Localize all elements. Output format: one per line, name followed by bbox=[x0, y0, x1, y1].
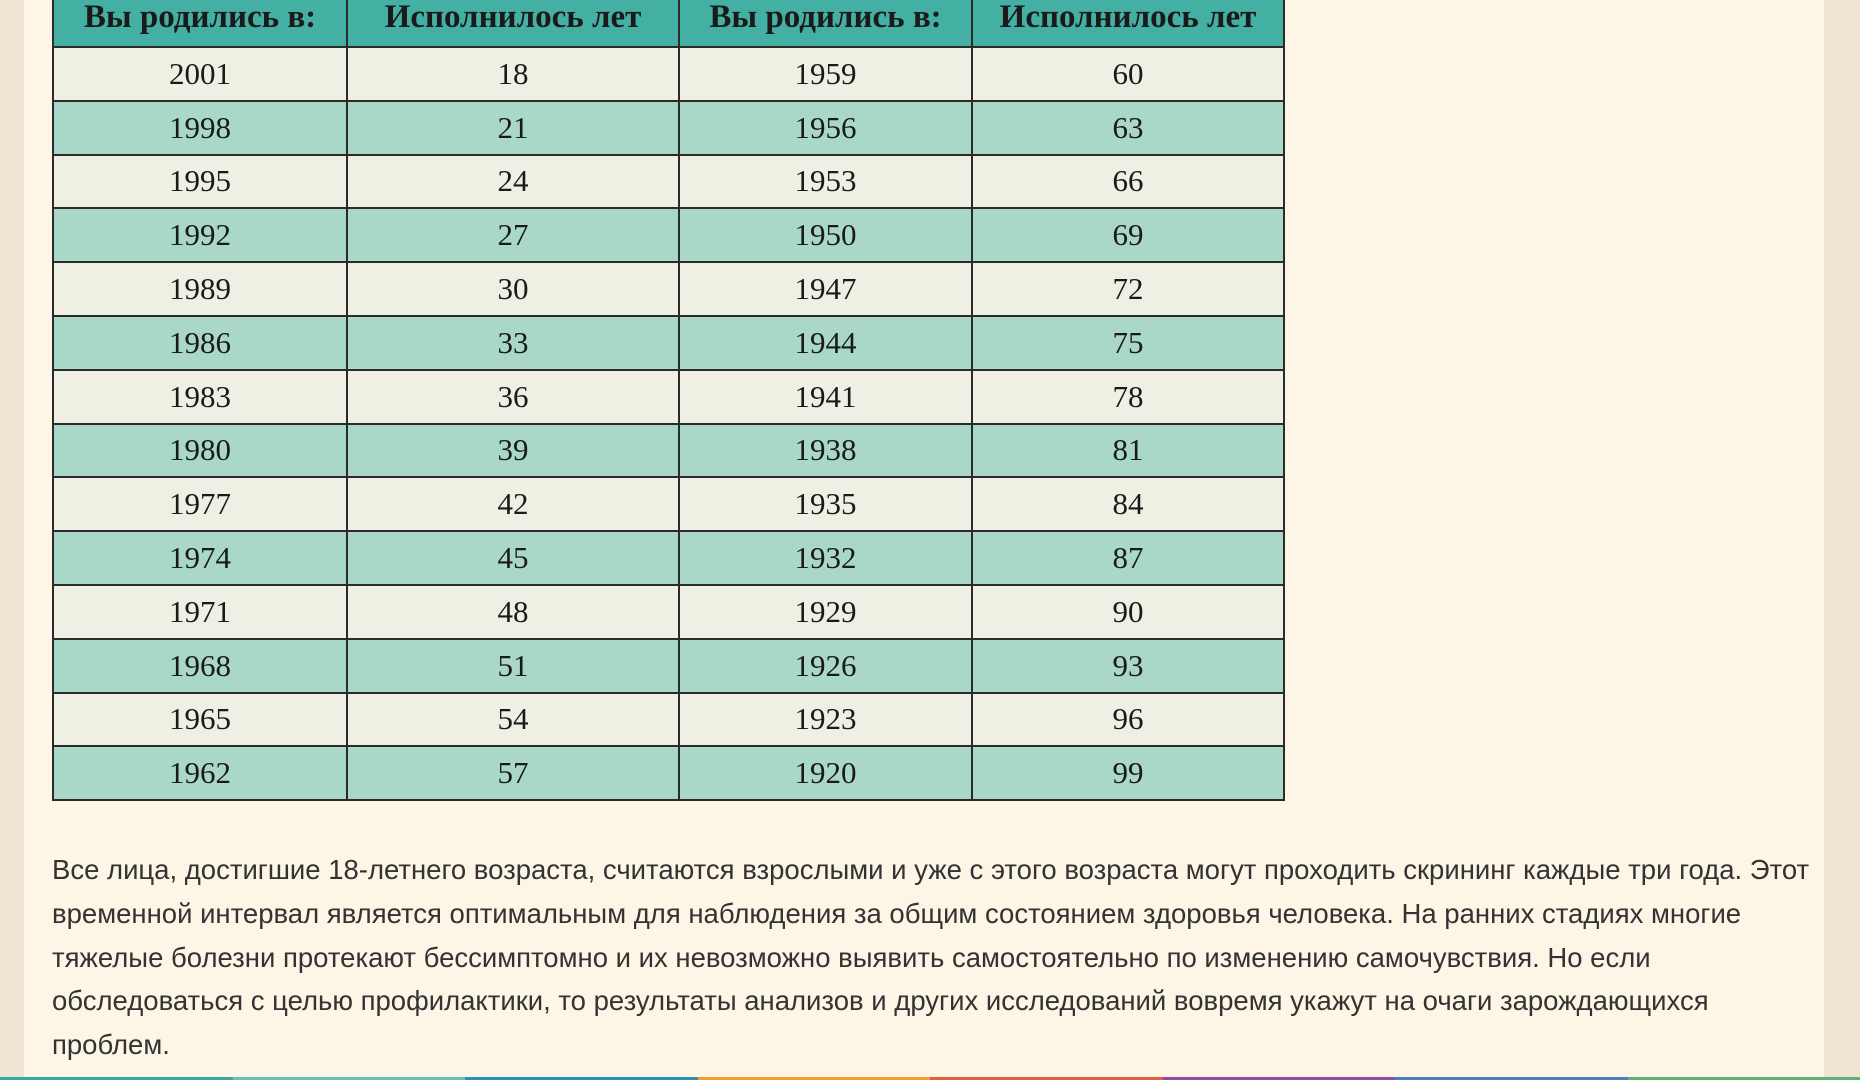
table-cell-born-year-left: 1980 bbox=[53, 424, 347, 478]
table-cell-age-left: 39 bbox=[347, 424, 679, 478]
table-cell-born-year-right: 1932 bbox=[679, 531, 972, 585]
table-cell-born-year-right: 1953 bbox=[679, 155, 972, 209]
header-age-2: Исполнилось лет bbox=[972, 0, 1284, 47]
table-cell-age-left: 21 bbox=[347, 101, 679, 155]
table-cell-age-right: 90 bbox=[972, 585, 1284, 639]
table-cell-age-right: 75 bbox=[972, 316, 1284, 370]
table-header bbox=[53, 0, 1284, 47]
table-cell-age-right: 78 bbox=[972, 370, 1284, 424]
table-cell-age-left: 45 bbox=[347, 531, 679, 585]
header-born-in-2: Вы родились в: bbox=[679, 0, 972, 47]
table-row bbox=[53, 639, 1284, 693]
table-cell-born-year-left: 1965 bbox=[53, 693, 347, 747]
table-cell-age-left: 33 bbox=[347, 316, 679, 370]
table-row bbox=[53, 208, 1284, 262]
table-row bbox=[53, 262, 1284, 316]
table-cell-age-left: 57 bbox=[347, 746, 679, 800]
table-cell-age-right: 93 bbox=[972, 639, 1284, 693]
table-row bbox=[53, 531, 1284, 585]
table-row bbox=[53, 693, 1284, 747]
table-cell-age-left: 27 bbox=[347, 208, 679, 262]
table-cell-born-year-left: 1992 bbox=[53, 208, 347, 262]
table-cell-born-year-right: 1920 bbox=[679, 746, 972, 800]
table-row bbox=[53, 101, 1284, 155]
table-cell-born-year-left: 1983 bbox=[53, 370, 347, 424]
table-cell-age-right: 72 bbox=[972, 262, 1284, 316]
page-background bbox=[24, 0, 1824, 1080]
table-body bbox=[53, 47, 1284, 800]
table-cell-born-year-right: 1935 bbox=[679, 477, 972, 531]
table-cell-age-right: 99 bbox=[972, 746, 1284, 800]
table-row bbox=[53, 746, 1284, 800]
table-cell-born-year-left: 2001 bbox=[53, 47, 347, 101]
table-cell-born-year-left: 1971 bbox=[53, 585, 347, 639]
table-cell-born-year-right: 1947 bbox=[679, 262, 972, 316]
table-row bbox=[53, 370, 1284, 424]
table-cell-born-year-right: 1923 bbox=[679, 693, 972, 747]
article-paragraph: Все лица, достигшие 18-летнего возраста, считаются взрослыми и уже с этого возраста могут проходить скрининг каждые три года. Этот временной интервал является оптимальным для наблюдения за общим состоянием здоровья человека. На ранних стадиях многие тяжелые болезни протекают бессимптомно и их невозможно выявить самостоятельно по изменению самочувствия. Но если обследоваться с целью профилактики, то результаты анализов и других исследований вовремя укажут на очаги зарождающихся проблем. bbox=[52, 854, 1810, 1061]
table-cell-age-right: 63 bbox=[972, 101, 1284, 155]
table-cell-born-year-left: 1977 bbox=[53, 477, 347, 531]
table-row bbox=[53, 47, 1284, 101]
table-header-row bbox=[53, 0, 1284, 47]
table-cell-born-year-right: 1950 bbox=[679, 208, 972, 262]
table-cell-born-year-left: 1998 bbox=[53, 101, 347, 155]
table-cell-age-right: 84 bbox=[972, 477, 1284, 531]
table-cell-age-right: 60 bbox=[972, 47, 1284, 101]
table-cell-born-year-right: 1941 bbox=[679, 370, 972, 424]
table-cell-age-right: 81 bbox=[972, 424, 1284, 478]
table-cell-born-year-right: 1929 bbox=[679, 585, 972, 639]
table-row bbox=[53, 155, 1284, 209]
table-cell-born-year-right: 1926 bbox=[679, 639, 972, 693]
table-cell-age-left: 18 bbox=[347, 47, 679, 101]
table-cell-age-left: 30 bbox=[347, 262, 679, 316]
table-cell-born-year-right: 1959 bbox=[679, 47, 972, 101]
age-table-container bbox=[52, 0, 1285, 801]
table-cell-age-left: 36 bbox=[347, 370, 679, 424]
header-born-in-1: Вы родились в: bbox=[53, 0, 347, 47]
table-cell-born-year-left: 1986 bbox=[53, 316, 347, 370]
table-cell-born-year-right: 1944 bbox=[679, 316, 972, 370]
table-cell-born-year-left: 1962 bbox=[53, 746, 347, 800]
table-cell-age-left: 24 bbox=[347, 155, 679, 209]
table-cell-born-year-left: 1974 bbox=[53, 531, 347, 585]
table-cell-age-right: 66 bbox=[972, 155, 1284, 209]
table-cell-age-right: 69 bbox=[972, 208, 1284, 262]
table-row bbox=[53, 585, 1284, 639]
table-row bbox=[53, 477, 1284, 531]
header-age-1: Исполнилось лет bbox=[347, 0, 679, 47]
table-cell-age-left: 51 bbox=[347, 639, 679, 693]
table-cell-age-right: 87 bbox=[972, 531, 1284, 585]
table-row bbox=[53, 316, 1284, 370]
table-cell-age-right: 96 bbox=[972, 693, 1284, 747]
table-cell-born-year-left: 1989 bbox=[53, 262, 347, 316]
table-cell-born-year-left: 1968 bbox=[53, 639, 347, 693]
table-cell-born-year-right: 1956 bbox=[679, 101, 972, 155]
table-cell-born-year-right: 1938 bbox=[679, 424, 972, 478]
age-table bbox=[52, 0, 1285, 801]
table-cell-born-year-left: 1995 bbox=[53, 155, 347, 209]
table-row bbox=[53, 424, 1284, 478]
table-cell-age-left: 48 bbox=[347, 585, 679, 639]
table-cell-age-left: 42 bbox=[347, 477, 679, 531]
table-cell-age-left: 54 bbox=[347, 693, 679, 747]
